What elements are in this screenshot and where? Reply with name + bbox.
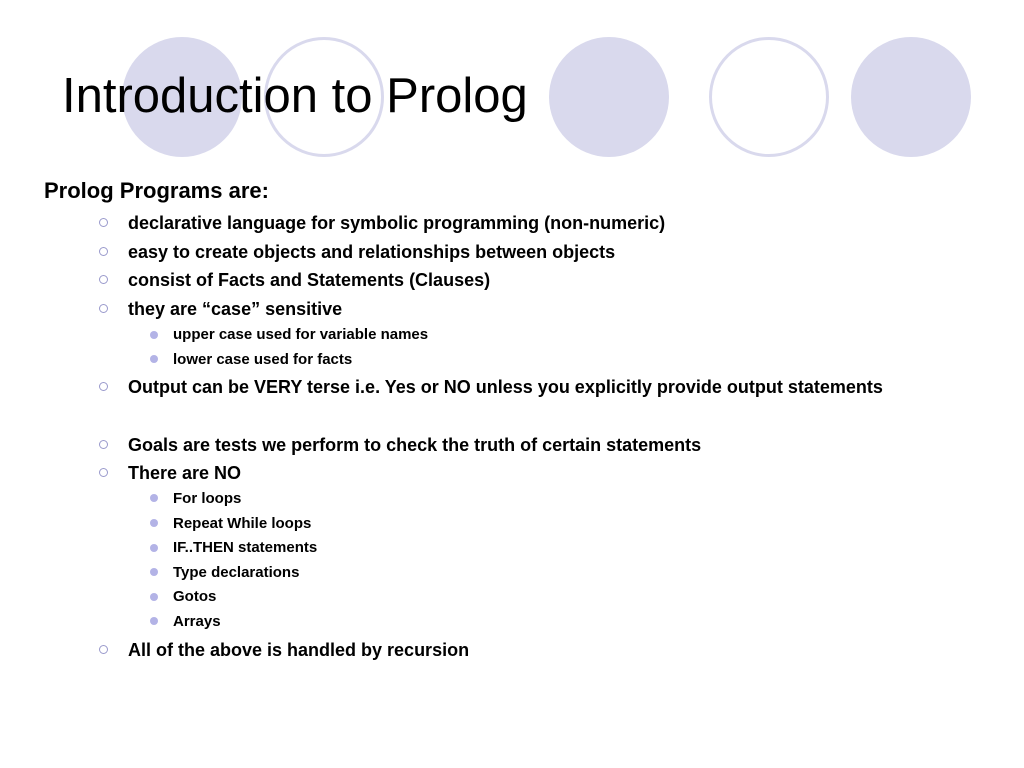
sub-list-item: Arrays	[173, 613, 221, 630]
dot-bullet-icon	[150, 519, 158, 527]
dot-bullet-icon	[150, 593, 158, 601]
decorative-circle-filled	[851, 37, 971, 157]
sub-list-item: IF..THEN statements	[173, 539, 318, 556]
list-item: Goals are tests we perform to check the truth of certain statements	[128, 435, 702, 455]
decorative-circle-ring	[709, 37, 829, 157]
ring-bullet-icon	[99, 218, 108, 227]
list-item: Output can be VERY terse i.e. Yes or NO unless you explicitly provide output statements	[128, 377, 883, 397]
decorative-circle-filled	[549, 37, 669, 157]
sub-list-item: lower case used for facts	[173, 351, 353, 368]
dot-bullet-icon	[150, 544, 158, 552]
list-item: declarative language for symbolic programming (non-numeric)	[128, 213, 666, 233]
list-item: There are NO	[128, 463, 242, 483]
section-heading: Prolog Programs are:	[44, 178, 269, 203]
list-item: All of the above is handled by recursion	[128, 640, 470, 660]
ring-bullet-icon	[99, 247, 108, 256]
ring-bullet-icon	[99, 645, 108, 654]
ring-bullet-icon	[99, 382, 108, 391]
list-item: consist of Facts and Statements (Clauses)	[128, 270, 491, 290]
dot-bullet-icon	[150, 494, 158, 502]
dot-bullet-icon	[150, 331, 158, 339]
dot-bullet-icon	[150, 568, 158, 576]
sub-list-item: For loops	[173, 490, 242, 507]
dot-bullet-icon	[150, 617, 158, 625]
dot-bullet-icon	[150, 355, 158, 363]
list-item: easy to create objects and relationships between objects	[128, 242, 616, 262]
sub-list-item: Type declarations	[173, 564, 300, 581]
slide-title: Introduction to Prolog	[62, 69, 528, 123]
ring-bullet-icon	[99, 440, 108, 449]
sub-list-item: Repeat While loops	[173, 515, 312, 532]
ring-bullet-icon	[99, 468, 108, 477]
list-item: they are “case” sensitive	[128, 299, 343, 319]
ring-bullet-icon	[99, 304, 108, 313]
sub-list-item: upper case used for variable names	[173, 326, 429, 343]
ring-bullet-icon	[99, 275, 108, 284]
sub-list-item: Gotos	[173, 588, 217, 605]
